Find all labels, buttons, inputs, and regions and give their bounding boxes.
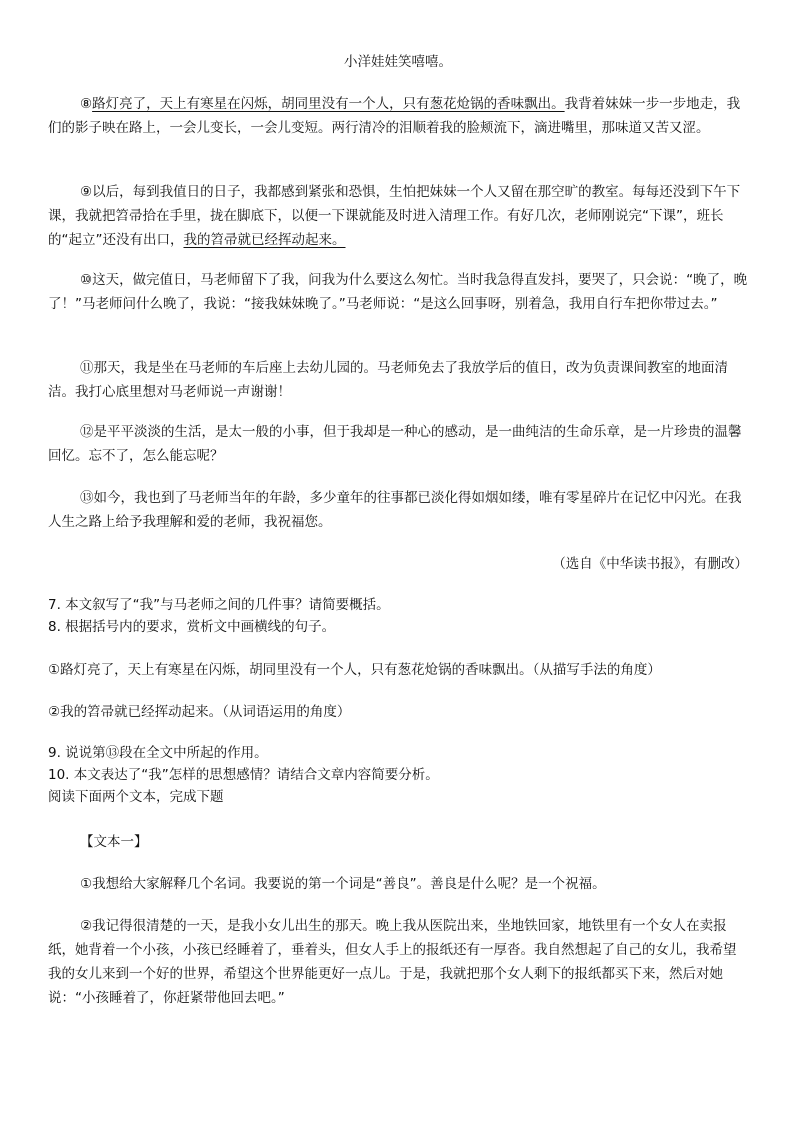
text-one-paragraph-1: ①我想给大家解释几个名词。我要说的第一个词是“善良”。善良是什么呢？是一个祝福。	[80, 876, 606, 892]
line-ending-previous-paragraph: 小洋娃娃笑嘻嘻。	[344, 54, 452, 70]
paragraph-9-text: ⑨以后，每到我值日的日子，我都感到紧张和恐惧，生怕把妹妹一个人又留在那空旷的教室。每每还没到下午下课，我就把笤帚拾在手里，拢在脚底下，以便一下课就能及时进入清理工作。有好几次，老师刚说完“下课”，班长的“起立”还没有出口，	[48, 184, 741, 248]
source-citation: （选自《中华读书报》，有删改）	[552, 556, 748, 572]
paragraph-13: ⑬如今，我也到了马老师当年的年龄，多少童年的往事都已淡化得如烟如缕，唯有零星碎片在记忆中闪光。在我人生之路上给予我理解和爱的老师，我祝福您。	[48, 490, 742, 530]
paragraph-9	[48, 180, 748, 252]
underlined-sentence-1: 路灯亮了，天上有寒星在闪烁，胡同里没有一个人，只有葱花炝锅的香味飘出。	[92, 96, 565, 112]
paragraph-10: ⑩这天，做完值日，马老师留下了我，问我为什么要这么匆忙。当时我急得直发抖，要哭了，只会说：“晚了，晚了！”马老师问什么晚了，我说：“接我妹妹晚了。”马老师说：“是这么回事呀，别着急，我用自行车把你带过去。”	[48, 272, 748, 312]
paragraph-8-number: ⑧	[80, 96, 93, 112]
paragraph-8-text: 我背着妹妹一步一步地走，我们的影子映在路上，一会儿变长，一会儿变短。两行清冷的泪顺着我的脸颊流下，滴进嘴里，那味道又苦又涩。	[48, 96, 741, 136]
question-7: 7. 本文叙写了“我”与马老师之间的几件事？请简要概括。	[48, 597, 390, 613]
question-10: 10. 本文表达了“我”怎样的思想感情？请结合文章内容简要分析。	[48, 767, 439, 783]
underlined-sentence-2: 我的笤帚就已经挥动起来。	[183, 232, 346, 248]
text-one-heading: 【文本一】	[80, 834, 148, 850]
paragraph-8	[48, 92, 748, 140]
paragraph-12: ⑫是平平淡淡的生活，是太一般的小事，但于我却是一种心的感动，是一曲纯洁的生命乐章，是一片珍贵的温馨回忆。忘不了，怎么能忘呢？	[48, 424, 742, 464]
question-8-part-1: ①路灯亮了，天上有寒星在闪烁，胡同里没有一个人，只有葱花炝锅的香味飘出。（从描写手法的角度）	[48, 662, 661, 678]
text-one-paragraph-2: ②我记得很清楚的一天，是我小女儿出生的那天。晚上我从医院出来，坐地铁回家，地铁里有一个女人在卖报纸，她背着一个小孩，小孩已经睡着了，垂着头，但女人手上的报纸还有一厚沓。我自然想起了自己的女儿，我希望我的女儿来到一个好的世界，希望这个世界能更好一点儿。于是，我就把那个女人剩下的报纸都买下来，然后对她说：“小孩睡着了，你赶紧带他回去吧。”	[48, 918, 737, 1006]
reading-instruction: 阅读下面两个文本，完成下题	[48, 789, 224, 805]
question-8-part-2: ②我的笤帚就已经挥动起来。（从词语运用的角度）	[48, 704, 351, 720]
question-8: 8. 根据括号内的要求，赏析文中画横线的句子。	[48, 619, 336, 635]
question-9: 9. 说说第⑬段在全文中所起的作用。	[48, 745, 268, 761]
paragraph-11: ⑪那天，我是坐在马老师的车后座上去幼儿园的。马老师免去了我放学后的值日，改为负责课间教室的地面清洁。我打心底里想对马老师说一声谢谢！	[48, 360, 728, 400]
